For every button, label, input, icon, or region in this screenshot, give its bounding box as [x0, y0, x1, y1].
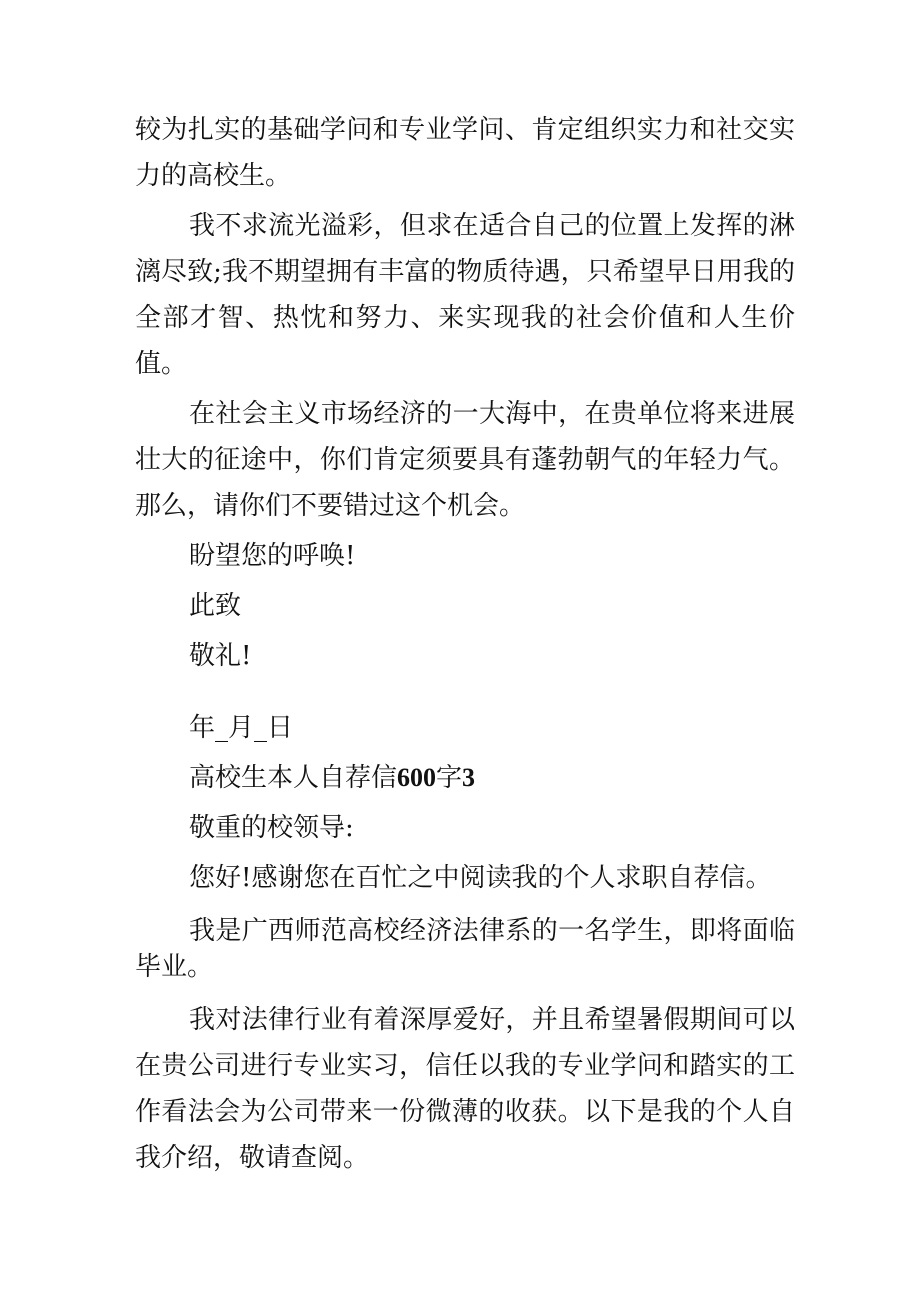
- paragraph-qualifications: 较为扎实的基础学问和专业学问、肯定组织实力和社交实力的高校生。: [135, 115, 795, 191]
- paragraph-aspiration: 我不求流光溢彩，但求在适合自己的位置上发挥的淋漓尽致;我不期望拥有丰富的物质待遇，只希望早日用我的全部才智、热忱和努力、来实现我的社会价值和人生价值。: [135, 211, 795, 379]
- paragraph-introduction: 我是广西师范高校经济法律系的一名学生，即将面临毕业。: [135, 916, 795, 982]
- paragraph-opportunity: 在社会主义市场经济的一大海中，在贵单位将来进展壮大的征途中，你们肯定须要具有蓬勃朝气的年轻力气。那么，请你们不要错过这个机会。: [135, 399, 795, 521]
- greeting: 敬重的校领导:: [189, 813, 354, 843]
- letter-part-two: [135, 705, 795, 1181]
- section-title-suffix: 字: [436, 763, 463, 793]
- section-title-text: 高校生本人自荐信: [189, 763, 398, 793]
- section-title-index: 3: [462, 763, 476, 792]
- opening-line: 您好!感谢您在百忙之中阅读我的个人求职自荐信。: [189, 863, 772, 893]
- letter-part-one: [135, 107, 795, 679]
- paragraph-internship: 我对法律行业有着深厚爱好，并且希望暑假期间可以在贵公司进行专业实习，信任以我的专业学问和踏实的工作看法会为公司带来一份微薄的收获。以下是我的个人自我介绍，敬请查阅。: [135, 1005, 795, 1173]
- closing-salutation-1: 此致: [189, 591, 242, 621]
- date-line: 年_月_日: [189, 713, 294, 743]
- closing-salutation-2: 敬礼!: [189, 641, 252, 671]
- closing-hope: 盼望您的呼唤!: [189, 541, 356, 571]
- section-title: [135, 755, 795, 801]
- section-title-number: 600: [397, 763, 437, 792]
